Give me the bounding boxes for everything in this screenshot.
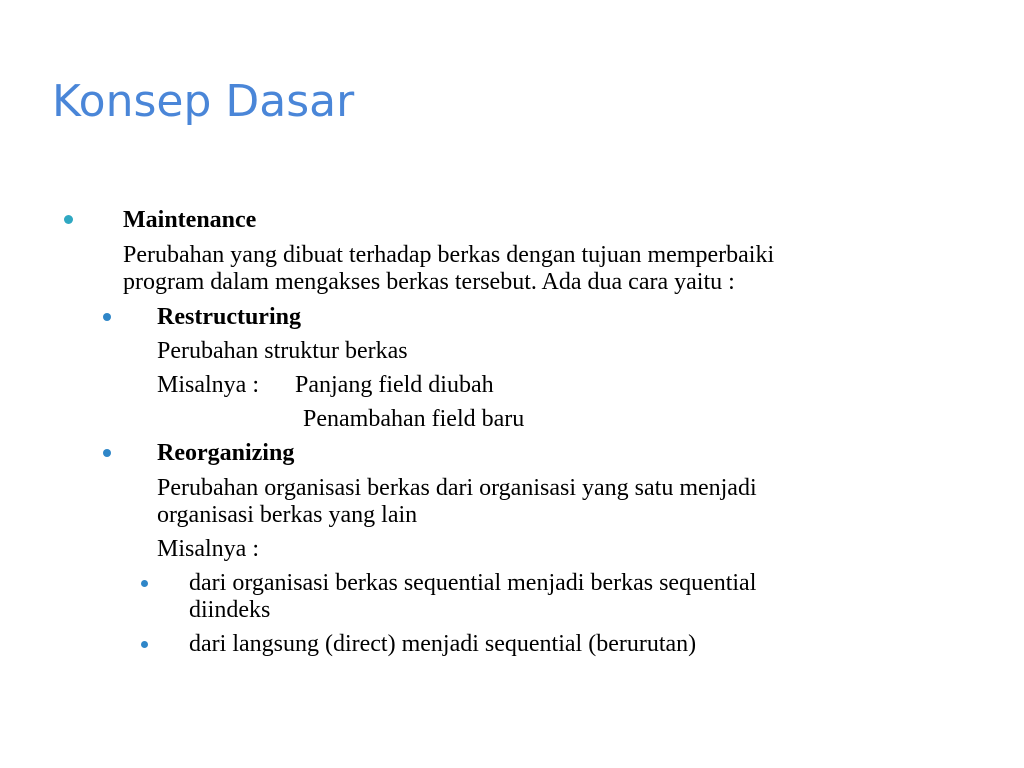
maintenance-description-line2: program dalam mengakses berkas tersebut. Ada dua cara yaitu : (123, 269, 735, 295)
maintenance-description-line1: Perubahan yang dibuat terhadap berkas dengan tujuan memperbaiki (123, 242, 775, 268)
list-item: diindeks (189, 597, 271, 623)
list-item: dari langsung (direct) menjadi sequential (berurutan) (189, 631, 697, 657)
list-item: dari organisasi berkas sequential menjadi berkas sequential (189, 570, 757, 596)
maintenance-heading: Maintenance (123, 207, 257, 233)
bullet-icon (103, 313, 111, 321)
restructuring-line1: Perubahan struktur berkas (157, 338, 408, 364)
restructuring-heading: Restructuring (157, 304, 301, 330)
reorganizing-example-label: Misalnya : (157, 536, 259, 562)
restructuring-example-label: Misalnya : (157, 372, 259, 398)
bullet-icon (141, 641, 148, 648)
bullet-icon (64, 215, 73, 224)
bullet-icon (103, 449, 111, 457)
restructuring-example2: Penambahan field baru (303, 406, 525, 432)
reorganizing-line1: Perubahan organisasi berkas dari organisasi yang satu menjadi (157, 475, 757, 501)
reorganizing-line2: organisasi berkas yang lain (157, 502, 418, 528)
reorganizing-heading: Reorganizing (157, 440, 295, 466)
bullet-icon (141, 580, 148, 587)
restructuring-example1: Panjang field diubah (295, 372, 494, 398)
slide-title: Konsep Dasar (52, 76, 355, 127)
